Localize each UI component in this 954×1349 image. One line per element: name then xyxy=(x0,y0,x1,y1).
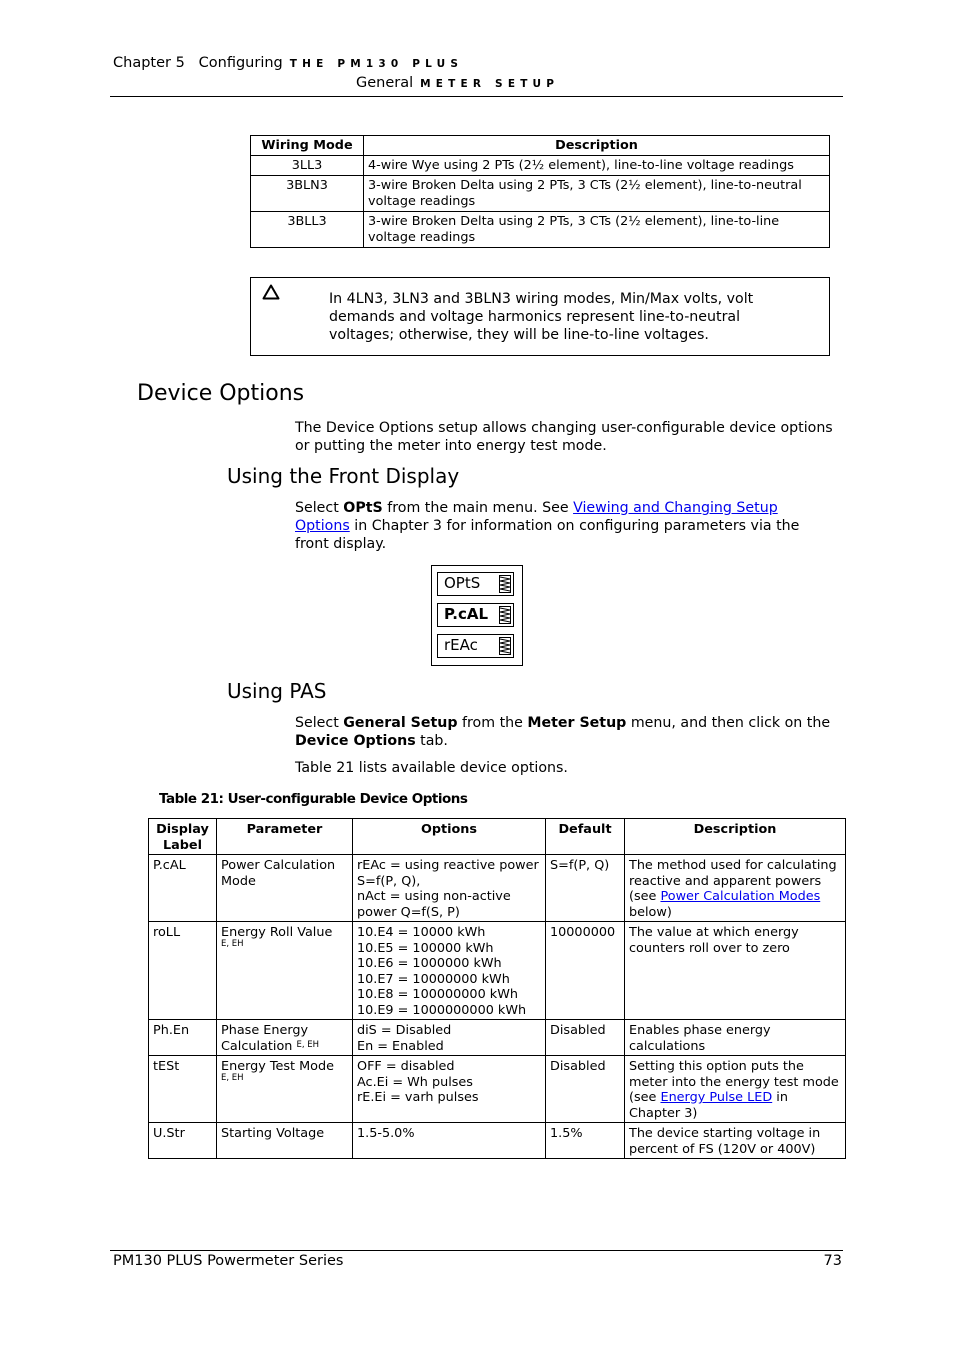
lcd-row-text: rEAc xyxy=(444,636,478,654)
parameter-cell xyxy=(217,922,353,1020)
text-run: tab. xyxy=(415,733,448,749)
running-header-chapter xyxy=(113,55,463,71)
zigzag-icon xyxy=(499,606,511,624)
column-header: Description xyxy=(364,136,830,156)
parameter-footnote: E, EH xyxy=(221,1072,244,1083)
parameter-cell: Power Calculation Mode xyxy=(217,855,353,922)
text-run: menu, and then click on the xyxy=(626,715,831,731)
column-header: Parameter xyxy=(217,819,353,855)
default-cell: Disabled xyxy=(546,1020,625,1056)
option-line: rEAc = using reactive power S=f(P, Q), xyxy=(357,858,539,889)
description-cell xyxy=(625,1056,846,1123)
column-header: Display Label xyxy=(149,819,217,855)
description-cell: Enables phase energy calculations xyxy=(625,1020,846,1056)
section-label: Configuring xyxy=(198,55,283,71)
page-number: 73 xyxy=(823,1253,842,1269)
default-cell: 1.5% xyxy=(546,1123,625,1159)
default-cell: S=f(P, Q) xyxy=(546,855,625,922)
lcd-row xyxy=(437,634,514,658)
display-label-cell: roLL xyxy=(149,922,217,1020)
column-header: Description xyxy=(625,819,846,855)
section-caps: THE PM130 PLUS xyxy=(289,58,464,70)
wiring-mode-cell: 3LL3 xyxy=(251,156,364,176)
table-row xyxy=(251,156,830,176)
option-line: nAct = using non-active power Q=f(S, P) xyxy=(357,889,511,920)
table-reference-paragraph: Table 21 lists available device options. xyxy=(295,760,568,776)
subsection-label: General xyxy=(356,75,414,91)
wiring-mode-cell: 3BLL3 xyxy=(251,212,364,248)
pas-paragraph xyxy=(295,714,845,750)
section-title: Device Options xyxy=(137,381,305,406)
option-line: 10.E4 = 10000 kWh xyxy=(357,925,486,940)
option-line: En = Enabled xyxy=(357,1038,444,1054)
text-bold: Meter Setup xyxy=(527,715,627,731)
parameter-cell xyxy=(217,1020,353,1056)
lcd-display-figure xyxy=(431,565,523,666)
text-run: from the xyxy=(457,715,528,731)
text-run: Setting this option puts the meter into the energy test mode (see xyxy=(629,1059,839,1105)
table-row xyxy=(149,1056,846,1123)
lcd-row-selected xyxy=(437,603,514,627)
front-display-paragraph xyxy=(295,499,835,553)
chapter-label: Chapter 5 xyxy=(113,55,185,71)
text-run: Select xyxy=(295,715,344,731)
parameter-text: Energy Roll Value xyxy=(221,925,333,940)
text-run: Select xyxy=(295,500,344,516)
options-cell xyxy=(353,1020,546,1056)
default-cell: 10000000 xyxy=(546,922,625,1020)
options-cell xyxy=(353,855,546,922)
note-text: In 4LN3, 3LN3 and 3BLN3 wiring modes, Min/Max volts, volt demands and voltage harmonics represent line-to-neutral voltages; otherwise, they will be line-to-line voltages. xyxy=(329,291,754,343)
wiring-mode-table xyxy=(250,135,830,248)
table-caption: Table 21: User-configurable Device Options xyxy=(159,791,468,807)
wiring-desc-cell: 3-wire Broken Delta using 2 PTs, 3 CTs (2½ element), line-to-neutral voltage readings xyxy=(364,176,830,212)
header-rule xyxy=(110,96,843,97)
parameter-footnote: E, EH xyxy=(221,938,244,949)
description-cell: The value at which energy counters roll over to zero xyxy=(625,922,846,1020)
link-energy-pulse-led[interactable]: Energy Pulse LED xyxy=(660,1090,773,1105)
subsection-title-front-display: Using the Front Display xyxy=(227,464,460,488)
display-label-cell: U.Str xyxy=(149,1123,217,1159)
description-cell xyxy=(625,855,846,922)
lcd-row-text: P.cAL xyxy=(444,605,488,623)
parameter-text: Phase Energy Calculation xyxy=(221,1023,309,1054)
running-header-subsection xyxy=(356,75,559,91)
text-run: from the main menu. See xyxy=(382,500,574,516)
option-line: 10.E8 = 100000000 kWh xyxy=(357,987,518,1002)
link-viewing-changing-setup[interactable]: Viewing and Changing Setup Options xyxy=(295,500,778,534)
table-row xyxy=(251,212,830,248)
wiring-desc-cell: 4-wire Wye using 2 PTs (2½ element), line-to-line voltage readings xyxy=(364,156,830,176)
text-run: in Chapter 3 for information on configuring parameters via the front display. xyxy=(295,518,800,552)
table-row xyxy=(149,855,846,922)
parameter-cell xyxy=(217,1056,353,1123)
text-bold: General Setup xyxy=(343,715,458,731)
note-box xyxy=(250,277,830,356)
column-header: Options xyxy=(353,819,546,855)
parameter-text: Energy Test Mode xyxy=(221,1059,335,1074)
parameter-footnote: E, EH xyxy=(296,1039,320,1050)
wiring-mode-cell: 3BLN3 xyxy=(251,176,364,212)
table-row xyxy=(149,1123,846,1159)
option-line: rE.Ei = varh pulses xyxy=(357,1090,479,1105)
column-header: Wiring Mode xyxy=(251,136,364,156)
link-power-calculation-modes[interactable]: Power Calculation Modes xyxy=(660,889,821,904)
display-label-cell: P.cAL xyxy=(149,855,217,922)
option-line: 10.E6 = 1000000 kWh xyxy=(357,956,502,971)
column-header: Default xyxy=(546,819,625,855)
table-row xyxy=(149,1020,846,1056)
option-line: 10.E7 = 10000000 kWh xyxy=(357,971,510,987)
table-row xyxy=(149,922,846,1020)
footer-product-name: PM130 PLUS Powermeter Series xyxy=(113,1253,344,1269)
options-cell xyxy=(353,1123,546,1159)
display-label-cell: tESt xyxy=(149,1056,217,1123)
options-cell xyxy=(353,1056,546,1123)
text-run: The method used for calculating reactive and apparent powers (see xyxy=(629,858,837,904)
table-row xyxy=(251,176,830,212)
subsection-title-pas: Using PAS xyxy=(227,679,327,703)
footer-rule xyxy=(110,1250,843,1251)
table-header-row xyxy=(149,819,846,855)
lcd-row xyxy=(437,572,514,596)
warning-triangle-icon xyxy=(262,284,280,300)
zigzag-icon xyxy=(499,575,511,593)
lcd-row-text: OPtS xyxy=(444,574,481,592)
wiring-desc-cell: 3-wire Broken Delta using 2 PTs, 3 CTs (2½ element), line-to-line voltage readings xyxy=(364,212,830,248)
default-cell: Disabled xyxy=(546,1056,625,1123)
intro-paragraph: The Device Options setup allows changing user-configurable device options or putting the meter into energy test mode. xyxy=(295,420,833,454)
text-bold: OPtS xyxy=(343,500,383,516)
parameter-cell: Starting Voltage xyxy=(217,1123,353,1159)
text-bold: Device Options xyxy=(295,733,416,749)
option-line: diS = Disabled xyxy=(357,1023,452,1038)
text-run: below) xyxy=(629,904,672,920)
option-line: 10.E9 = 1000000000 kWh xyxy=(357,1002,527,1018)
text-run: in Chapter 3) xyxy=(629,1090,788,1121)
option-line: Ac.Ei = Wh pulses xyxy=(357,1074,473,1090)
table-header-row xyxy=(251,136,830,156)
option-line: OFF = disabled xyxy=(357,1059,455,1074)
zigzag-icon xyxy=(499,637,511,655)
options-cell xyxy=(353,922,546,1020)
subsection-caps: METER SETUP xyxy=(420,78,560,90)
option-line: 1.5-5.0% xyxy=(357,1126,415,1141)
option-line: 10.E5 = 100000 kWh xyxy=(357,940,494,956)
description-cell: The device starting voltage in percent of FS (120V or 400V) xyxy=(625,1123,846,1159)
device-options-table xyxy=(148,818,846,1159)
display-label-cell: Ph.En xyxy=(149,1020,217,1056)
